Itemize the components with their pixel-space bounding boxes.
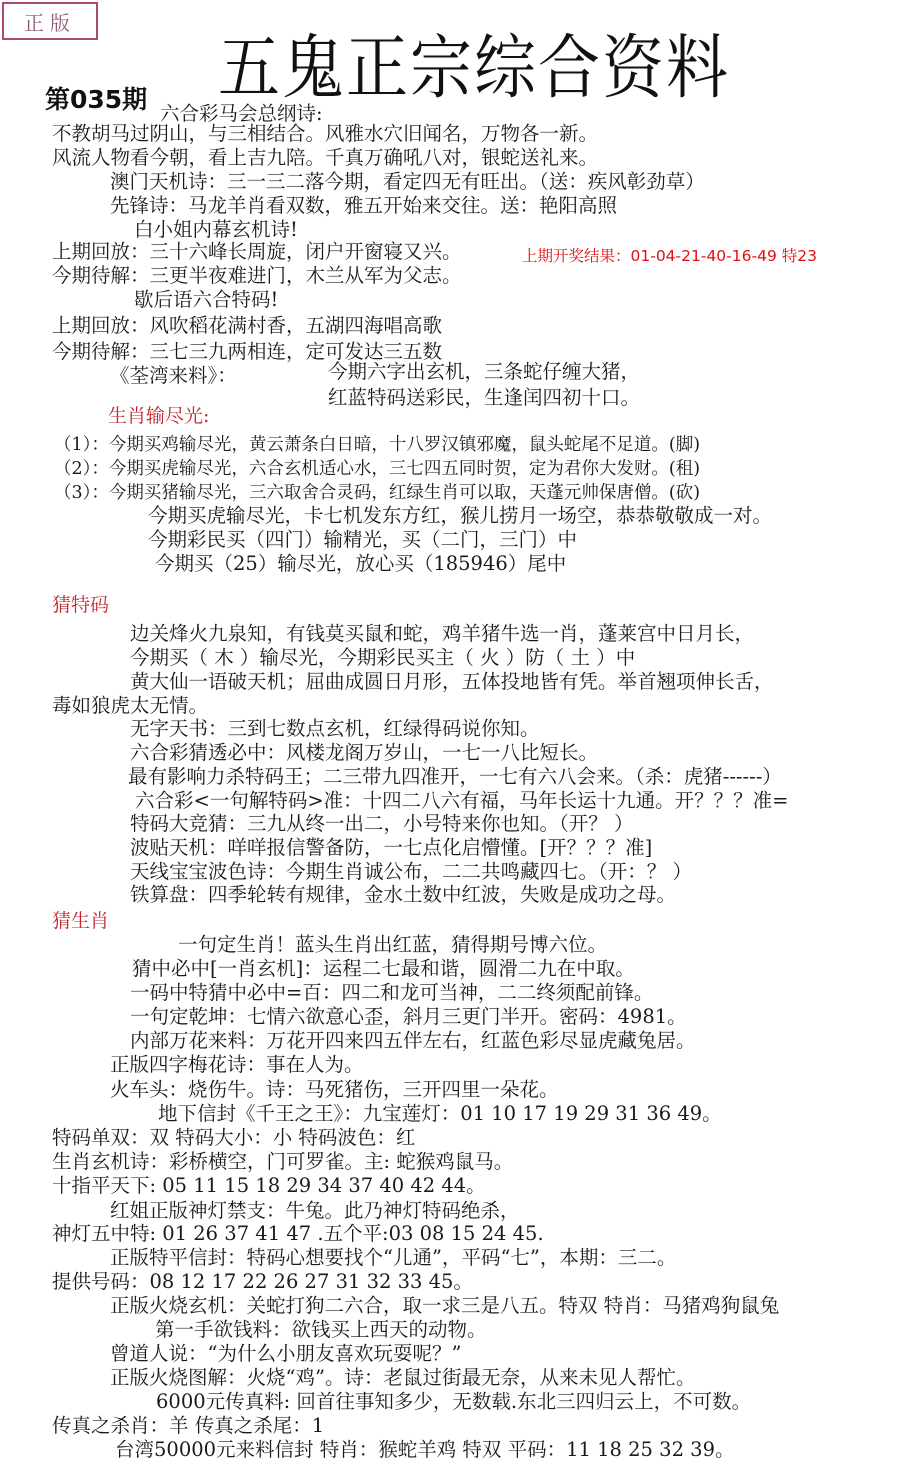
text-line: 风流人物看今朝，看上吉九陪。千真万确吼八对，银蛇送礼来。 bbox=[52, 146, 599, 169]
text-line: 不教胡马过阴山，与三相结合。风雅水穴旧闻名，万物各一新。 bbox=[52, 122, 599, 145]
text-line: 猜中必中[一肖玄机]：运程二七最和谐，圆滑二九在中取。 bbox=[132, 957, 635, 980]
section-heading-guess-code: 猜特码 bbox=[52, 594, 110, 616]
text-line: 白小姐内幕玄机诗! bbox=[134, 218, 298, 241]
text-line: 今期买虎输尽光，卡七机发东方红，猴儿捞月一场空，恭恭敬敬成一对。 bbox=[148, 504, 773, 527]
text-line: 上期回放：风吹稻花满村香，五湖四海唱高歌 bbox=[52, 314, 443, 337]
text-line: 今期六字出玄机，三条蛇仔缠大猪， bbox=[328, 360, 641, 383]
text-line: 十指平天下: 05 11 15 18 29 34 37 40 42 44。 bbox=[52, 1174, 486, 1197]
text-line: （3）：今期买猪输尽光，三六取舍合灵码，红绿生肖可以取，天蓬元帅保唐僧。(砍) bbox=[54, 483, 701, 503]
text-line: 边关烽火九泉知，有钱莫买鼠和蛇，鸡羊猪牛选一肖，蓬莱宫中日月长， bbox=[130, 622, 755, 645]
text-line: 铁算盘：四季轮转有规律，金水土数中红波，失败是成功之母。 bbox=[130, 883, 677, 906]
text-line: 一码中特猜中必中=百：四二和龙可当神，二二终须配前锋。 bbox=[130, 981, 654, 1004]
page-title: 五鬼正宗综合资料 bbox=[218, 26, 731, 109]
last-draw-result: 上期开奖结果：01-04-21-40-16-49 特23 bbox=[522, 247, 817, 265]
authentic-stamp: 正版 bbox=[2, 2, 98, 40]
text-line: 正版四字梅花诗：事在人为。 bbox=[110, 1053, 364, 1076]
text-line: （1）：今期买鸡输尽光，黄云萧条白日暗，十八罗汉镇邪魔，鼠头蛇尾不足道。(脚) bbox=[54, 435, 701, 455]
text-line: 特码大竞猜：三九从终一出二，小号特来你也知。（开？ ） bbox=[130, 812, 634, 835]
text-line: 今期待解：三更半夜难进门，木兰从军为父志。 bbox=[52, 264, 462, 287]
text-line: 地下信封《千王之王》：九宝莲灯：01 10 17 19 29 31 36 49。 bbox=[158, 1102, 722, 1125]
text-line: 神灯五中特: 01 26 37 41 47 .五个平:03 08 15 24 45. bbox=[52, 1222, 544, 1245]
text-line: 今期彩民买（四门）输精光，买（二门，三门）中 bbox=[148, 528, 578, 551]
text-line: 火车头：烧伤牛。诗：马死猪伤，三开四里一朵花。 bbox=[110, 1078, 559, 1101]
text-line: 正版特平信封：特码心想要找个“儿通”，平码“七”，本期：三二。 bbox=[110, 1246, 677, 1269]
text-line: 毒如狼虎太无情。 bbox=[52, 694, 209, 717]
text-line: 正版火烧图解：火烧“鸡”。诗：老鼠过街最无奈，从来未见人帮忙。 bbox=[110, 1366, 696, 1389]
text-line: 六合彩马会总纲诗: bbox=[160, 102, 323, 125]
text-line: 六合彩猜透必中：风楼龙阁万岁山，一七一八比短长。 bbox=[130, 741, 599, 764]
text-line: 台湾50000元来料信封 特肖：猴蛇羊鸡 特双 平码：11 18 25 32 39。 bbox=[115, 1438, 735, 1461]
text-line: 今期待解：三七三九两相连，定可发达三五数 bbox=[52, 340, 443, 363]
text-line: 第一手欲钱料：欲钱买上西天的动物。 bbox=[155, 1318, 487, 1341]
text-line: 传真之杀肖：羊 传真之杀尾：1 bbox=[52, 1414, 325, 1437]
text-line: 红姐正版神灯禁支：牛兔。此乃神灯特码绝杀， bbox=[110, 1199, 520, 1222]
text-line: 正版火烧玄机：关蛇打狗二六合，取一求三是八五。特双 特肖：马猪鸡狗鼠兔 bbox=[110, 1294, 780, 1317]
text-line: 波贴天机：咩咩报信警备防，一七点化启懵懂。[开？？？准] bbox=[130, 836, 653, 859]
text-line: 今期买（ 木 ）输尽光，今期彩民买主（ 火 ）防（ 土 ）中 bbox=[130, 646, 636, 669]
text-line: 曾道人说：“为什么小朋友喜欢玩耍呢？” bbox=[110, 1342, 462, 1365]
text-line: 红蓝特码送彩民，生逢闰四初十口。 bbox=[328, 386, 641, 409]
text-line: 6000元传真料: 回首往事知多少，无数载.东北三四归云上，不可数。 bbox=[156, 1390, 752, 1413]
section-heading-guess-zodiac: 猜生肖 bbox=[52, 910, 110, 932]
text-line: 黄大仙一语破天机；屈曲成圆日月形，五体投地皆有凭。举首翘项伸长舌， bbox=[130, 670, 774, 693]
section-heading-shengxiao: 生肖输尽光: bbox=[108, 405, 210, 427]
text-line: 上期回放：三十六峰长周旋，闭户开窗寝又兴。 bbox=[52, 240, 462, 263]
text-line: 六合彩<一句解特码>准：十四二八六有福，马年长运十九通。开？？？准= bbox=[135, 789, 789, 812]
issue-number: 第035期 bbox=[45, 85, 148, 114]
text-line: 今期买（25）输尽光，放心买（185946）尾中 bbox=[155, 552, 567, 575]
text-line: 最有影响力杀特码王；二三带九四准开，一七有六八会来。（杀：虎猪------） bbox=[128, 765, 782, 788]
text-line: 歇后语六合特码! bbox=[134, 288, 279, 311]
text-line: 一句定生肖！蓝头生肖出红蓝，猜得期号博六位。 bbox=[178, 933, 608, 956]
text-line: 无字天书：三到七数点玄机，红绿得码说你知。 bbox=[130, 717, 540, 740]
text-line: 澳门天机诗：三一三二落今期，看定四无有旺出。（送：疾风彰劲草） bbox=[110, 170, 705, 193]
text-line: 提供号码：08 12 17 22 26 27 31 32 33 45。 bbox=[52, 1270, 473, 1293]
text-line: 先锋诗：马龙羊肖看双数，雅五开始来交往。送：艳阳高照 bbox=[110, 194, 618, 217]
text-line: （2）：今期买虎输尽光，六合玄机适心水，三七四五同时贺，定为君你大发财。(租) bbox=[54, 459, 701, 479]
text-line: 天线宝宝波色诗：今期生肖诚公布，二二共鸣藏四七。（开：？ ） bbox=[130, 860, 692, 883]
text-line: 《荃湾来料》： bbox=[110, 364, 237, 387]
text-line: 特码单双：双 特码大小：小 特码波色：红 bbox=[52, 1126, 416, 1149]
text-line: 内部万花来料：万花开四来四五伴左右，红蓝色彩尽显虎藏兔居。 bbox=[130, 1029, 696, 1052]
text-line: 一句定乾坤：七情六欲意心歪，斜月三更门半开。密码：4981。 bbox=[130, 1005, 687, 1028]
text-line: 生肖玄机诗：彩桥横空，门可罗雀。主: 蛇猴鸡鼠马。 bbox=[52, 1150, 514, 1173]
